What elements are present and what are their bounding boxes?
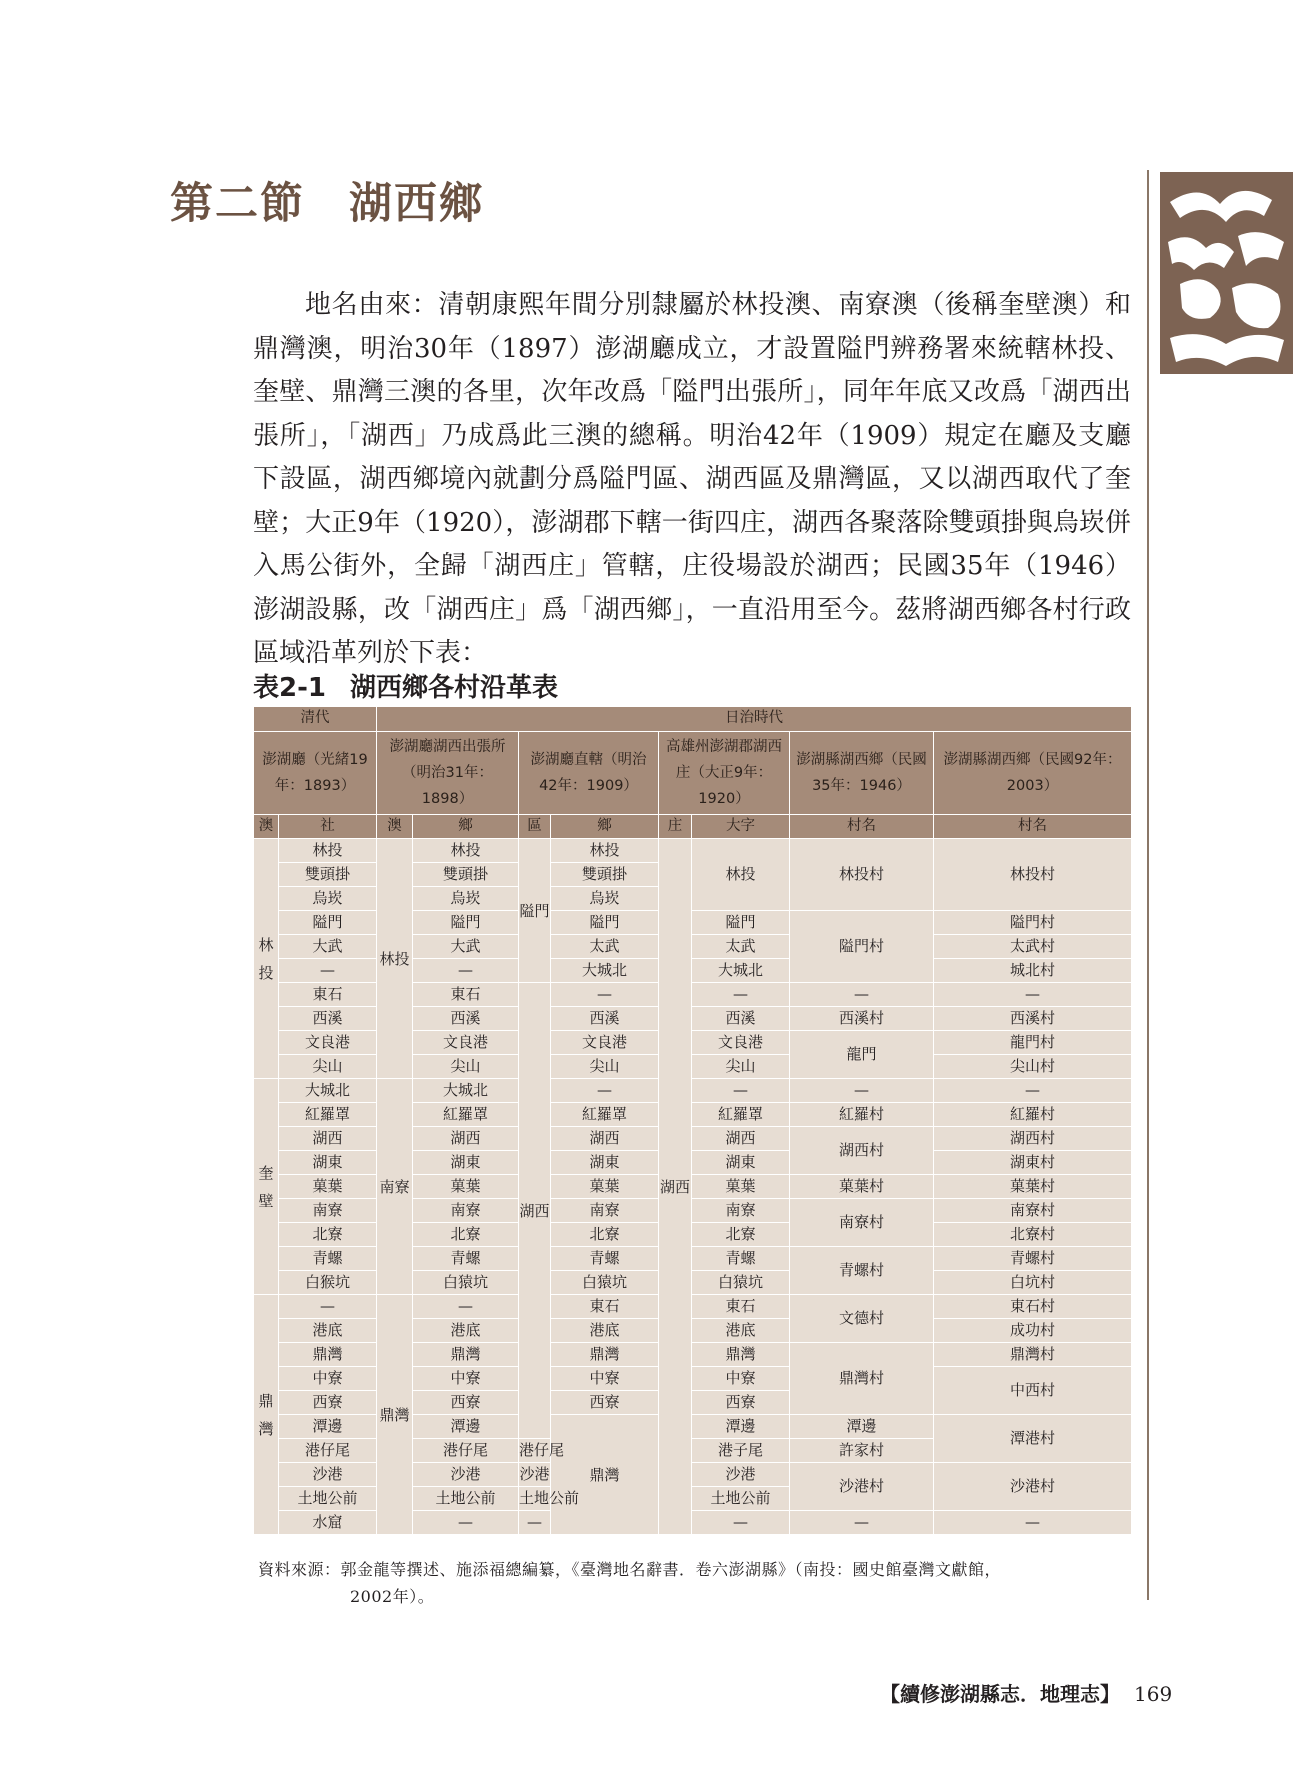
dazi-cell: 南寮 [692,1199,790,1223]
xiang1909-cell: 雙頭掛 [551,863,659,887]
xiang1909-cell: 烏崁 [551,887,659,911]
she-cell: 尖山 [279,1055,377,1079]
xiang1909-cell: 菓葉 [551,1175,659,1199]
xiang1898-cell: 潭邊 [413,1415,519,1439]
cun2003-cell: 西溪村 [934,1007,1132,1031]
xiang1898-cell: 鼎灣 [413,1343,519,1367]
she-cell: 湖東 [279,1151,377,1175]
xiang1898-cell: 土地公前 [413,1487,519,1511]
cun1946-cell: 鼎灣村 [790,1343,934,1415]
she-cell: 大城北 [279,1079,377,1103]
ao1898-group: 南寮 [377,1079,413,1295]
source-note [258,1556,1131,1610]
cun1946-cell: 林投村 [790,839,934,911]
she-cell: 南寮 [279,1199,377,1223]
qu1909-group: 鼎灣 [551,1415,659,1535]
cun1946-cell: — [790,1079,934,1103]
xiang1909-cell: 文良港 [551,1031,659,1055]
cun2003-cell: — [934,1511,1132,1535]
cun2003-cell: 鼎灣村 [934,1343,1132,1367]
xiang1898-cell: 林投 [413,839,519,863]
xiang1898-cell: 大武 [413,935,519,959]
table-title: 湖西鄉各村沿革表 [349,673,558,703]
xiang1898-cell: 湖西 [413,1127,519,1151]
zhuang1920-group: 湖西 [659,839,692,1535]
she-cell: 西溪 [279,1007,377,1031]
qu1909-group: 隘門 [519,839,551,983]
xiang1909-cell: 南寮 [551,1199,659,1223]
she-cell: 紅羅罩 [279,1103,377,1127]
she-cell: 林投 [279,839,377,863]
she-cell: 烏崁 [279,887,377,911]
xiang1909-cell: 紅羅罩 [551,1103,659,1127]
cun1946-cell: 南寮村 [790,1199,934,1247]
dazi-cell: 東石 [692,1295,790,1319]
margin-rule [1147,170,1149,1600]
xiang1898-cell: 東石 [413,983,519,1007]
ao1893-group: 林投 [254,839,279,1079]
cun1946-cell: — [790,1511,934,1535]
dazi-cell: — [692,1079,790,1103]
dazi-cell: 港底 [692,1319,790,1343]
dazi-cell: 西寮 [692,1391,790,1415]
cun1946-cell: 湖西村 [790,1127,934,1175]
xiang1898-cell: 雙頭掛 [413,863,519,887]
section-name: 湖西鄉 [349,179,484,229]
she-cell: 水窟 [279,1511,377,1535]
section-title [170,170,484,231]
dazi-cell: 菓葉 [692,1175,790,1199]
cun1946-cell: 文德村 [790,1295,934,1343]
cun2003-cell: 菓葉村 [934,1175,1132,1199]
xiang1909-cell: 鼎灣 [551,1343,659,1367]
col-she-1893: 社 [279,815,377,839]
period-1909: 澎湖廳直轄（明治42年：1909） [519,732,659,815]
xiang1898-cell: 北寮 [413,1223,519,1247]
she-cell: 沙港 [279,1463,377,1487]
source-line-2: 2002年）。 [350,1587,435,1606]
col-dazi-1920: 大字 [692,815,790,839]
col-ao-1893: 澳 [254,815,279,839]
cun2003-cell: 白坑村 [934,1271,1132,1295]
she-cell: 土地公前 [279,1487,377,1511]
xiang1898-cell: — [413,1295,519,1319]
she-cell: 鼎灣 [279,1343,377,1367]
xiang1909-cell: 港底 [551,1319,659,1343]
book-title: 【續修澎湖縣志．地理志】 [880,1682,1120,1706]
intro-paragraph: 地名由來：清朝康熙年間分別隸屬於林投澳、南寮澳（後稱奎壁澳）和鼎灣澳，明治30年（1897）澎湖廳成立，才設置隘門辨務署來統轄林投、奎壁、鼎灣三澳的各里，次年改爲「隘門出張所」，同年年底又改爲「湖西出張所」，「湖西」乃成爲此三澳的總稱。明治42年（1909）規定在廳及支廳下設區，湖西鄉境內就劃分爲隘門區、湖西區及鼎灣區，又以湖西取代了奎壁；大正9年（1920），澎湖郡下轄一街四庄，湖西各聚落除雙頭掛與烏崁併入馬公街外，全歸「湖西庄」管轄，庄役場設於湖西；民國35年（1946）澎湖設縣，改「湖西庄」爲「湖西鄉」，一直沿用至今。茲將湖西鄉各村行政區域沿革列於下表： [253,290,1131,668]
cun1946-cell: 菓葉村 [790,1175,934,1199]
cun2003-cell: 隘門村 [934,911,1132,935]
she-cell: 湖西 [279,1127,377,1151]
xiang1909-cell: 林投 [551,839,659,863]
xiang1909-cell: 隘門 [551,911,659,935]
ao1893-group: 奎壁 [254,1079,279,1295]
dazi-cell: 隘門 [692,911,790,935]
xiang1909-cell: 東石 [551,1295,659,1319]
qu1909-group: 湖西 [519,983,551,1439]
cun2003-cell: 湖東村 [934,1151,1132,1175]
period-1893: 澎湖廳（光緒19年：1893） [254,732,377,815]
xiang1909-cell: — [551,983,659,1007]
xiang1898-cell: 隘門 [413,911,519,935]
dazi-cell: 紅羅罩 [692,1103,790,1127]
xiang1898-cell: 文良港 [413,1031,519,1055]
xiang1898-cell: 青螺 [413,1247,519,1271]
xiang1909-cell: 港仔尾 [519,1439,551,1463]
col-xiang-1909: 鄉 [551,815,659,839]
she-cell: — [279,959,377,983]
cun1946-cell: 隘門村 [790,911,934,983]
xiang1909-cell: 湖西 [551,1127,659,1151]
xiang1898-cell: 大城北 [413,1079,519,1103]
decorative-emblem-image [1160,172,1293,374]
xiang1909-cell: 沙港 [519,1463,551,1487]
dazi-cell: 港子尾 [692,1439,790,1463]
col-ao-1898: 澳 [377,815,413,839]
cun1946-cell: 青螺村 [790,1247,934,1295]
source-line-1: 資料來源：郭金龍等撰述、施添福總編纂，《臺灣地名辭書．卷六澎湖縣》（南投：國史館臺灣文獻館， [258,1560,1002,1579]
xiang1909-cell: 湖東 [551,1151,659,1175]
cun2003-cell: 沙港村 [934,1463,1132,1511]
xiang1898-cell: 白猿坑 [413,1271,519,1295]
table-caption [253,667,558,704]
xiang1909-cell: 尖山 [551,1055,659,1079]
cun1946-cell: 沙港村 [790,1463,934,1511]
xiang1909-cell: — [551,1079,659,1103]
she-cell: 東石 [279,983,377,1007]
xiang1909-cell: 北寮 [551,1223,659,1247]
dazi-cell: 湖西 [692,1127,790,1151]
xiang1909-cell: 大城北 [551,959,659,983]
cun2003-cell: 城北村 [934,959,1132,983]
col-qu-1909: 區 [519,815,551,839]
xiang1909-cell: 西溪 [551,1007,659,1031]
dazi-cell: 湖東 [692,1151,790,1175]
ao1898-group: 鼎灣 [377,1295,413,1535]
cun1946-cell: 紅羅村 [790,1103,934,1127]
cun2003-cell: 青螺村 [934,1247,1132,1271]
xiang1898-cell: 港底 [413,1319,519,1343]
she-cell: 白猴坑 [279,1271,377,1295]
cun2003-cell: 紅羅村 [934,1103,1132,1127]
period-2003: 澎湖縣湖西鄉（民國92年：2003） [934,732,1132,815]
ao1898-group: 林投 [377,839,413,1079]
she-cell: 港仔尾 [279,1439,377,1463]
period-1920: 高雄州澎湖郡湖西庄（大正9年：1920） [659,732,790,815]
xiang1909-cell: 青螺 [551,1247,659,1271]
xiang1898-cell: 南寮 [413,1199,519,1223]
dazi-cell: 鼎灣 [692,1343,790,1367]
xiang1898-cell: 烏崁 [413,887,519,911]
xiang1898-cell: 中寮 [413,1367,519,1391]
era-japan: 日治時代 [377,707,1132,732]
cun2003-cell: 林投村 [934,839,1132,911]
dazi-cell: 北寮 [692,1223,790,1247]
cun2003-cell: 成功村 [934,1319,1132,1343]
dazi-cell: — [692,1511,790,1535]
page-number: 169 [1134,1682,1173,1706]
xiang1909-cell: — [519,1511,551,1535]
xiang1898-cell: 尖山 [413,1055,519,1079]
cun1946-cell: 龍門 [790,1031,934,1079]
cun1946-cell: 西溪村 [790,1007,934,1031]
she-cell: — [279,1295,377,1319]
dazi-cell: 潭邊 [790,1415,934,1439]
cun2003-cell: 龍門村 [934,1031,1132,1055]
she-cell: 青螺 [279,1247,377,1271]
dazi-cell: 尖山 [692,1055,790,1079]
dazi-cell: 文良港 [692,1031,790,1055]
she-cell: 西寮 [279,1391,377,1415]
xiang1909-cell: 西寮 [551,1391,659,1415]
xiang1898-cell: — [413,959,519,983]
she-cell: 雙頭掛 [279,863,377,887]
cun1946-cell: — [790,983,934,1007]
cun2003-cell: 東石村 [934,1295,1132,1319]
dazi-cell: 林投 [692,839,790,911]
col-zhuang-1920: 庄 [659,815,692,839]
xiang1898-cell: 沙港 [413,1463,519,1487]
dazi-cell: 中寮 [692,1367,790,1391]
xiang1909-cell: 潭邊 [692,1415,790,1439]
page-footer [880,1678,1172,1707]
xiang1909-cell: 白猿坑 [551,1271,659,1295]
she-cell: 隘門 [279,911,377,935]
dazi-cell: 土地公前 [692,1487,790,1511]
period-1898: 澎湖廳湖西出張所（明治31年：1898） [377,732,519,815]
xiang1909-cell: 土地公前 [519,1487,551,1511]
cun2003-cell: 北寮村 [934,1223,1132,1247]
she-cell: 港底 [279,1319,377,1343]
xiang1898-cell: 湖東 [413,1151,519,1175]
cun2003-cell: 中西村 [934,1367,1132,1415]
xiang1898-cell: 紅羅罩 [413,1103,519,1127]
table-number: 表2-1 [253,673,326,703]
era-qing: 清代 [254,707,377,732]
dazi-cell: 太武 [692,935,790,959]
dazi-cell: 青螺 [692,1247,790,1271]
cun2003-cell: 尖山村 [934,1055,1132,1079]
she-cell: 中寮 [279,1367,377,1391]
she-cell: 文良港 [279,1031,377,1055]
cun2003-cell: 許家村 [790,1439,934,1463]
xiang1898-cell: — [413,1511,519,1535]
dazi-cell: 大城北 [692,959,790,983]
village-history-table [253,706,1132,1535]
xiang1898-cell: 港仔尾 [413,1439,519,1463]
xiang1909-cell: 太武 [551,935,659,959]
col-cun-1946: 村名 [790,815,934,839]
xiang1898-cell: 菓葉 [413,1175,519,1199]
cun2003-cell: 太武村 [934,935,1132,959]
cun2003-cell: 湖西村 [934,1127,1132,1151]
cun2003-cell: — [934,983,1132,1007]
she-cell: 菓葉 [279,1175,377,1199]
she-cell: 大武 [279,935,377,959]
dazi-cell: 西溪 [692,1007,790,1031]
she-cell: 北寮 [279,1223,377,1247]
she-cell: 潭邊 [279,1415,377,1439]
section-number: 第二節 [170,179,305,229]
ao1893-group: 鼎灣 [254,1295,279,1535]
cun1946-cell: 潭港村 [934,1415,1132,1463]
dazi-cell: — [692,983,790,1007]
dazi-cell: 沙港 [692,1463,790,1487]
col-cun-2003: 村名 [934,815,1132,839]
cun2003-cell: — [934,1079,1132,1103]
col-xiang-1898: 鄉 [413,815,519,839]
xiang1909-cell: 中寮 [551,1367,659,1391]
dazi-cell: 白猿坑 [692,1271,790,1295]
cun2003-cell: 南寮村 [934,1199,1132,1223]
xiang1898-cell: 西溪 [413,1007,519,1031]
period-1946: 澎湖縣湖西鄉（民國35年：1946） [790,732,934,815]
xiang1898-cell: 西寮 [413,1391,519,1415]
